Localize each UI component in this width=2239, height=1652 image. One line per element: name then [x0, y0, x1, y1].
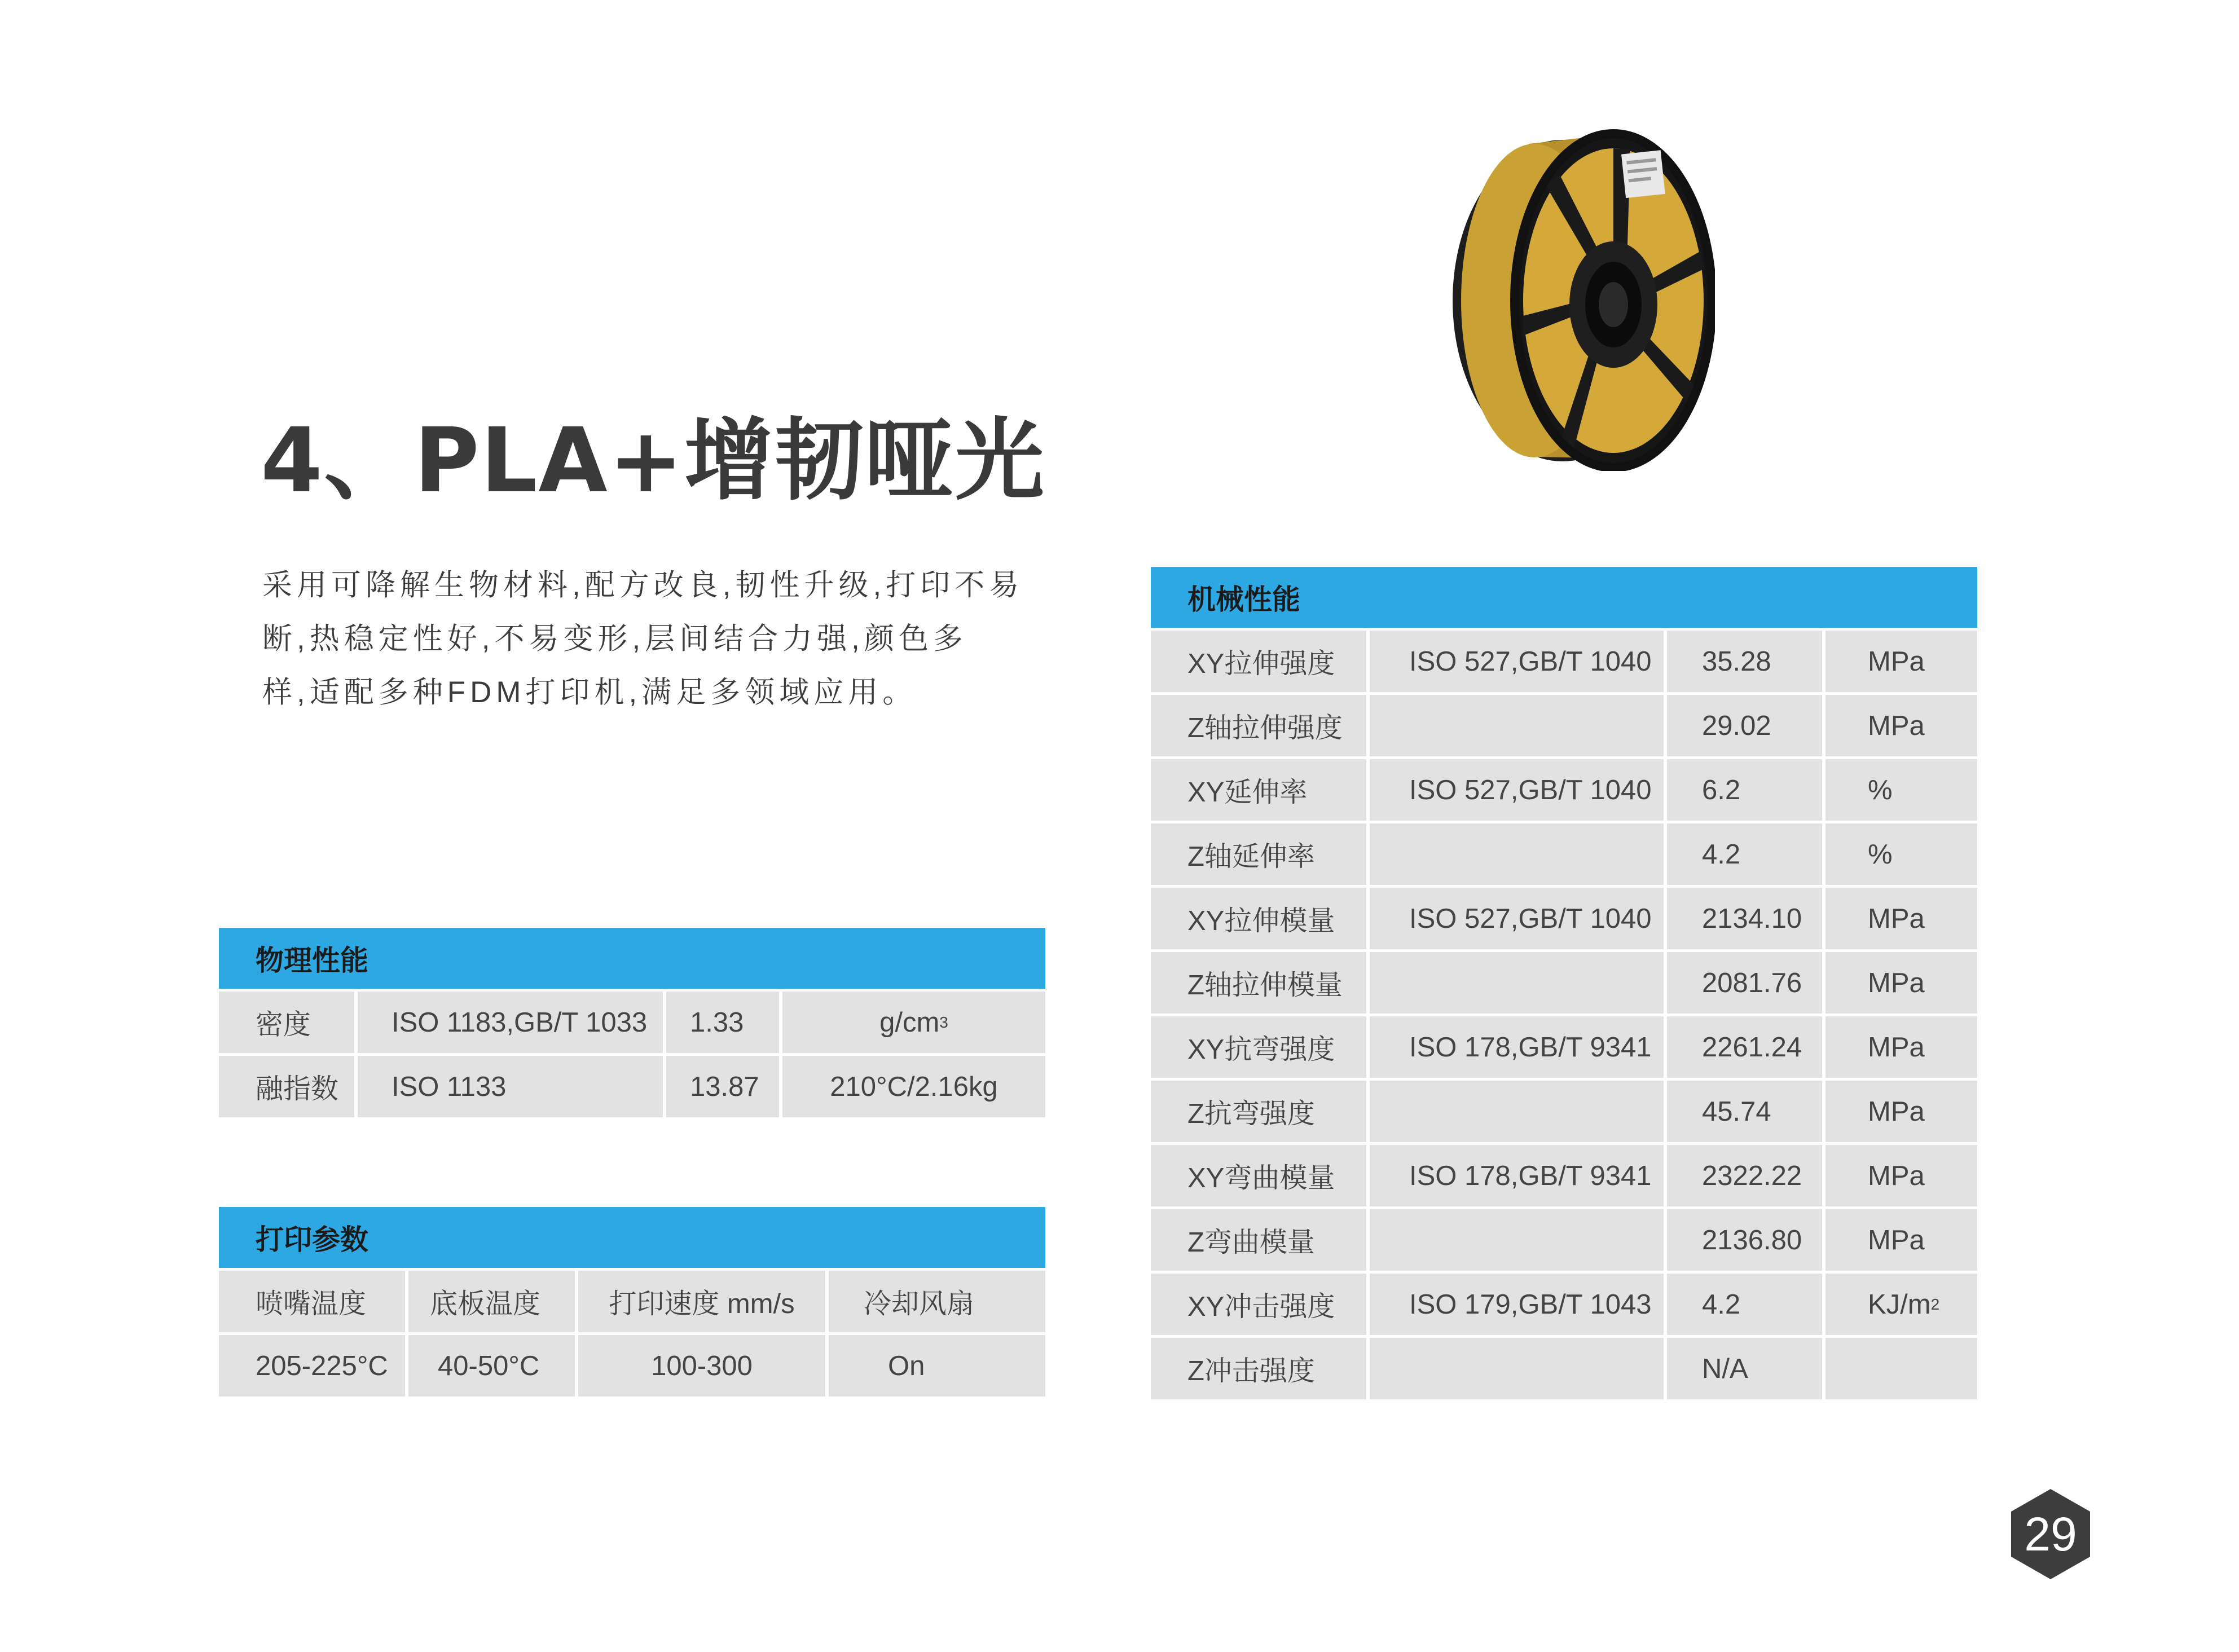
cooling-fan-value: On: [829, 1335, 1045, 1397]
test-standard: ISO 527,GB/T 1040: [1370, 631, 1664, 692]
table-row: [1151, 1338, 1977, 1399]
table-row: [1151, 631, 1977, 692]
property-name: XY延伸率: [1151, 759, 1366, 821]
test-standard: ISO 1133: [358, 1056, 663, 1117]
unit-text: %: [1868, 774, 1893, 805]
property-unit: [1825, 888, 1977, 949]
unit-text: MPa: [1868, 1224, 1925, 1255]
property-value: 2322.22: [1667, 1145, 1822, 1206]
property-unit: [1825, 1145, 1977, 1206]
property-value: 6.2: [1667, 759, 1822, 821]
property-value: 29.02: [1667, 695, 1822, 756]
table-row: [1151, 1081, 1977, 1142]
property-unit: KJ/m 2: [1825, 1274, 1977, 1335]
description-line: 样,适配多种FDM打印机,满足多领域应用。: [262, 676, 917, 709]
property-name: XY弯曲模量: [1151, 1145, 1366, 1206]
mechanical-properties-table: [1151, 567, 1977, 1399]
property-name: Z抗弯强度: [1151, 1081, 1366, 1142]
table-row: [1151, 952, 1977, 1014]
unit-text: g/cm: [879, 1007, 940, 1038]
unit-text: MPa: [1868, 1096, 1925, 1127]
property-name: Z轴拉伸模量: [1151, 952, 1366, 1014]
unit-text: MPa: [1868, 903, 1925, 934]
property-name: XY拉伸模量: [1151, 888, 1366, 949]
property-value: 13.87: [666, 1056, 779, 1117]
table-row: [1151, 1016, 1977, 1078]
unit-text: MPa: [1868, 710, 1925, 741]
test-standard: ISO 527,GB/T 1040: [1370, 759, 1664, 821]
nozzle-temp-value: 205-225°C: [219, 1335, 405, 1397]
table-row: [1151, 888, 1977, 949]
table-row: [1151, 759, 1977, 821]
property-value: 2134.10: [1667, 888, 1822, 949]
test-standard: ISO 178,GB/T 9341: [1370, 1016, 1664, 1078]
unit-text: MPa: [1868, 646, 1925, 677]
print-speed-label: 打印速度 mm/s: [578, 1271, 825, 1332]
bed-temp-label: 底板温度: [408, 1271, 575, 1332]
test-standard: [1370, 1081, 1664, 1142]
property-name: Z轴延伸率: [1151, 823, 1366, 885]
property-name: Z轴拉伸强度: [1151, 695, 1366, 756]
bed-temp-value: 40-50°C: [408, 1335, 575, 1397]
table-row: [219, 992, 1045, 1053]
unit-text: KJ/m: [1868, 1289, 1931, 1320]
test-standard: ISO 178,GB/T 9341: [1370, 1145, 1664, 1206]
property-name: Z冲击强度: [1151, 1338, 1366, 1399]
property-name: Z弯曲模量: [1151, 1209, 1366, 1271]
description-line: 断,热稳定性好,不易变形,层间结合力强,颜色多: [262, 622, 967, 655]
property-unit: [1825, 1081, 1977, 1142]
test-standard: [1370, 952, 1664, 1014]
test-standard: [1370, 1209, 1664, 1271]
property-value: 1.33: [666, 992, 779, 1053]
test-standard: ISO 1183,GB/T 1033: [358, 992, 663, 1053]
unit-text: MPa: [1868, 1032, 1925, 1063]
unit-text: %: [1868, 839, 1893, 870]
table-row: [219, 1335, 1045, 1397]
property-value: 2261.24: [1667, 1016, 1822, 1078]
property-value: 4.2: [1667, 823, 1822, 885]
property-name: 密度: [219, 992, 354, 1053]
print-speed-value: 100-300: [578, 1335, 825, 1397]
table-row: [219, 1056, 1045, 1117]
property-unit: [1825, 759, 1977, 821]
product-description: [262, 558, 1063, 719]
table-row: [1151, 695, 1977, 756]
test-standard: ISO 179,GB/T 1043: [1370, 1274, 1664, 1335]
unit-text: MPa: [1868, 967, 1925, 998]
property-unit: g/cm 3: [782, 992, 1045, 1053]
test-standard: [1370, 823, 1664, 885]
test-standard: [1370, 695, 1664, 756]
property-unit: [782, 1056, 1045, 1117]
table-row: [1151, 1145, 1977, 1206]
property-unit: [1825, 1016, 1977, 1078]
physical-properties-table: [219, 928, 1045, 1117]
table-row: [1151, 1274, 1977, 1335]
property-value: 4.2: [1667, 1274, 1822, 1335]
table-row: [1151, 823, 1977, 885]
nozzle-temp-label: 喷嘴温度: [219, 1271, 405, 1332]
page-number-badge: [2011, 1489, 2090, 1579]
page-number: 29: [2024, 1507, 2077, 1561]
table-header: 物理性能: [219, 928, 1045, 989]
page-title: 4、PLA+增韧哑光: [261, 409, 1046, 513]
unit-text: 210°C/2.16kg: [830, 1071, 998, 1102]
property-value: 2136.80: [1667, 1209, 1822, 1271]
property-name: 融指数: [219, 1056, 354, 1117]
table-header: 机械性能: [1151, 567, 1977, 628]
property-unit: [1825, 631, 1977, 692]
filament-spool-image: [1444, 121, 1715, 471]
test-standard: [1370, 1338, 1664, 1399]
property-unit: [1825, 695, 1977, 756]
property-unit: [1825, 1209, 1977, 1271]
property-name: XY冲击强度: [1151, 1274, 1366, 1335]
print-parameters-table: [219, 1207, 1045, 1397]
cooling-fan-label: 冷却风扇: [829, 1271, 1045, 1332]
table-header: 打印参数: [219, 1207, 1045, 1268]
property-value: N/A: [1667, 1338, 1822, 1399]
unit-text: MPa: [1868, 1160, 1925, 1191]
description-line: 采用可降解生物材料,配方改良,韧性升级,打印不易: [262, 569, 1024, 602]
property-unit: [1825, 1338, 1977, 1399]
property-value: 45.74: [1667, 1081, 1822, 1142]
property-name: XY抗弯强度: [1151, 1016, 1366, 1078]
property-unit: [1825, 952, 1977, 1014]
test-standard: ISO 527,GB/T 1040: [1370, 888, 1664, 949]
property-name: XY拉伸强度: [1151, 631, 1366, 692]
table-row: [219, 1271, 1045, 1332]
mechanical-rows: [1151, 631, 1977, 1399]
table-row: [1151, 1209, 1977, 1271]
property-value: 35.28: [1667, 631, 1822, 692]
property-value: 2081.76: [1667, 952, 1822, 1014]
property-unit: [1825, 823, 1977, 885]
